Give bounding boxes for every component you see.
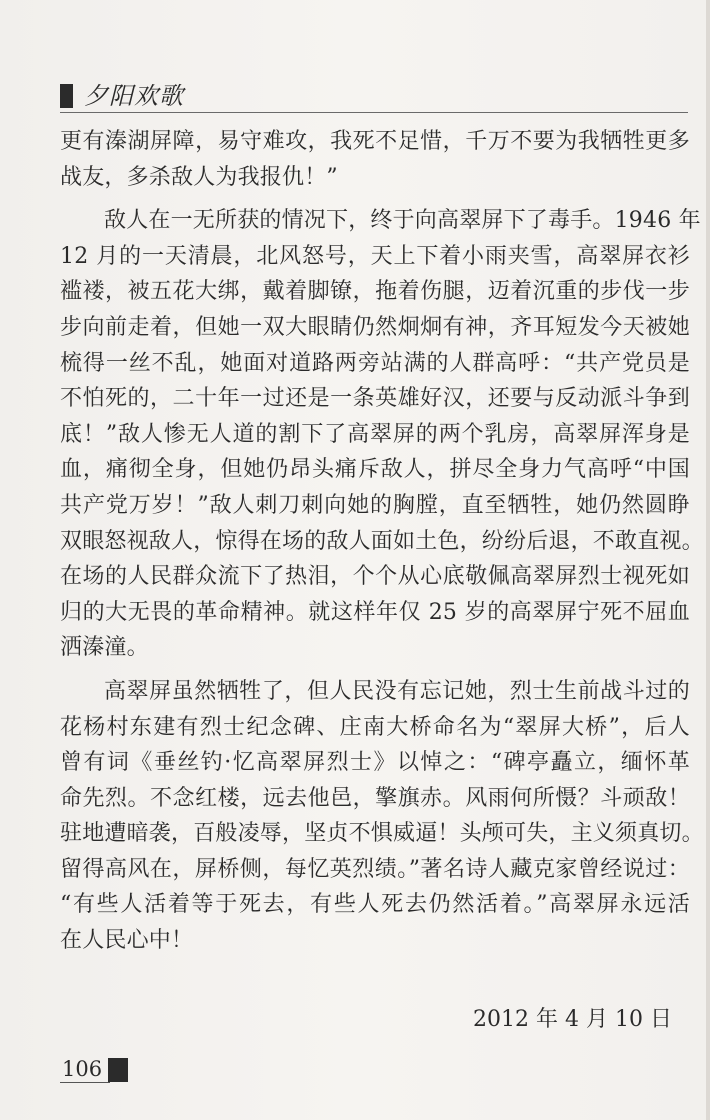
text-line: 底！”敌人惨无人道的割下了高翠屏的两个乳房，高翠屏浑身是 (60, 421, 690, 447)
text-line: 洒溱潼。 (60, 635, 149, 661)
header-square-mark (60, 84, 73, 108)
text-line: 共产党万岁！”敌人刺刀刺向她的胸膛，直至牺牲，她仍然圆睁 (60, 492, 690, 518)
text-line: 梳得一丝不乱，她面对道路两旁站满的人群高呼：“共产党员是 (60, 350, 690, 376)
text-line: 归的大无畏的革命精神。就这样年仅 25 岁的高翠屏宁死不屈血 (60, 599, 690, 625)
text-line: 血，痛彻全身，但她仍昂头痛斥敌人，拼尽全身力气高呼“中国 (60, 457, 690, 483)
text-line: 褴褛，被五花大绑，戴着脚镣，拖着伤腿，迈着沉重的步伐一步 (60, 279, 690, 305)
text-line: 敌人在一无所获的情况下，终于向高翠屏下了毒手。1946 年 (104, 208, 701, 234)
header-rule (60, 112, 688, 113)
footer-rule (60, 1082, 110, 1083)
text-line: 花杨村东建有烈士纪念碑、庄南大桥命名为“翠屏大桥”，后人 (60, 714, 690, 740)
signature-date: 2012 年 4 月 10 日 (473, 1007, 672, 1032)
running-header-title: 夕阳欢歌 (84, 82, 184, 110)
page-footer (60, 1052, 140, 1086)
running-header (60, 80, 688, 114)
text-line: 更有溱湖屏障，易守难攻，我死不足惜，千万不要为我牺牲更多 (60, 129, 690, 154)
text-line: 高翠屏虽然牺牲了，但人民没有忘记她，烈士生前战斗过的 (104, 678, 690, 704)
text-line: 步向前走着，但她一双大眼睛仍然炯炯有神，齐耳短发今天被她 (60, 314, 690, 340)
footer-square-mark (108, 1058, 128, 1082)
page-number: 106 (62, 1057, 103, 1081)
text-line: 驻地遭暗袭，百般凌辱，坚贞不惧威逼！头颅可失，主义须真切。 (60, 821, 704, 847)
text-line: 战友，多杀敌人为我报仇！” (60, 164, 338, 190)
text-line: 在人民心中！ (60, 928, 194, 954)
text-line: 留得高风在，屏桥侧，每忆英烈绩。”著名诗人藏克家曾经说过： (60, 856, 690, 882)
body-text (60, 124, 704, 959)
text-line: 在场的人民群众流下了热泪，个个从心底敬佩高翠屏烈士视死如 (60, 564, 690, 590)
text-line: 命先烈。不念红楼，远去他邑，擎旗赤。风雨何所慑？斗顽敌！ (60, 785, 690, 811)
text-line: 曾有词《垂丝钓·忆高翠屏烈士》以悼之：“碑亭矗立，缅怀革 (60, 750, 690, 776)
text-line: 双眼怒视敌人，惊得在场的敌人面如土色，纷纷后退，不敢直视。 (60, 528, 704, 554)
text-line: 不怕死的，二十年一过还是一条英雄好汉，还要与反动派斗争到 (60, 386, 690, 412)
text-line: “有些人活着等于死去，有些人死去仍然活着。”高翠屏永远活 (60, 892, 690, 918)
text-line: 12 月的一天清晨，北风怒号，天上下着小雨夹雪，高翠屏衣衫 (60, 243, 690, 269)
page-edge (706, 0, 710, 1120)
